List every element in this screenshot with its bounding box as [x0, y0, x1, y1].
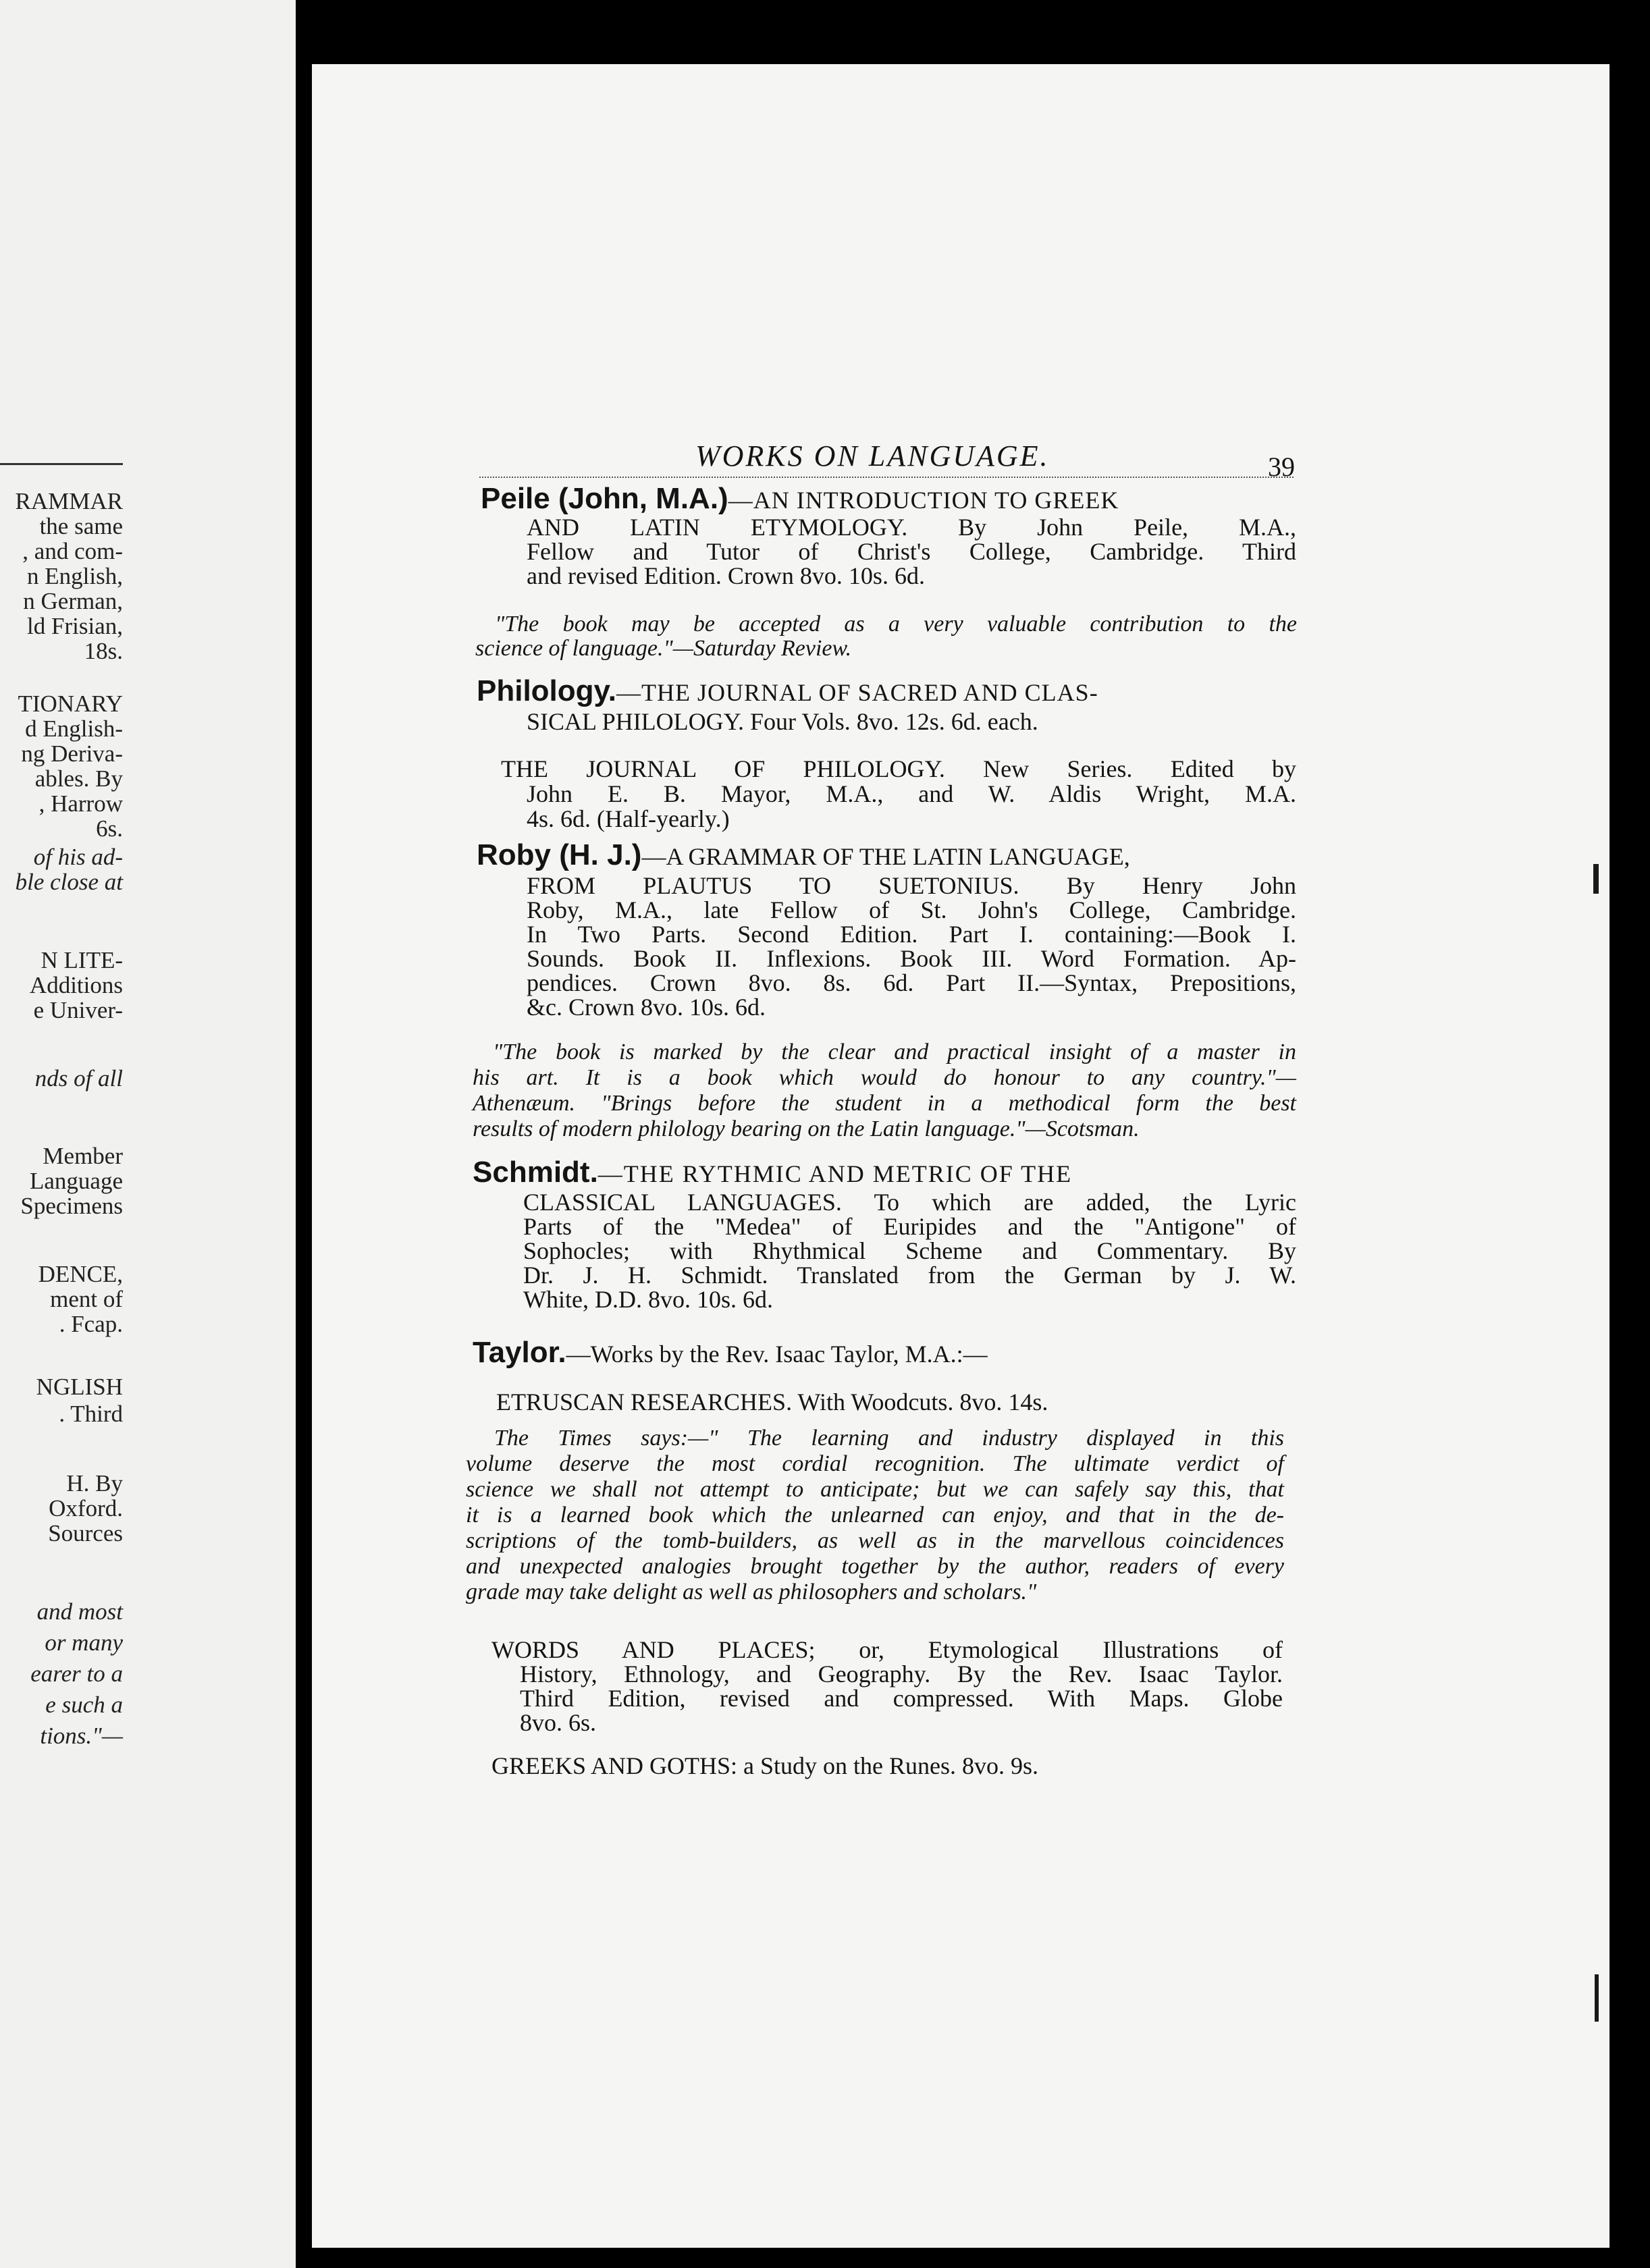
left-line: , Harrow — [38, 790, 123, 817]
entry-line: AND LATIN ETYMOLOGY. By John Peile, M.A., — [527, 514, 1296, 541]
entry-line: SICAL PHILOLOGY. Four Vols. 8vo. 12s. 6d. each. — [527, 708, 1038, 735]
left-line: N LITE- — [41, 947, 123, 973]
review-line: "The book is marked by the clear and practical insight of a master in — [493, 1040, 1296, 1064]
left-line: ld Frisian, — [27, 613, 123, 639]
entry-line: ETRUSCAN RESEARCHES. With Woodcuts. 8vo. 14s. — [496, 1388, 1048, 1415]
left-line: Specimens — [20, 1193, 123, 1219]
left-line: n German, — [23, 588, 123, 614]
entry-line: In Two Parts. Second Edition. Part I. containing:—Book I. — [527, 921, 1296, 948]
entry-line: pendices. Crown 8vo. 8s. 6d. Part II.—Syntax, Prepositions, — [527, 969, 1296, 996]
left-line: of his ad- — [33, 844, 123, 870]
entry-heading: Taylor. — [473, 1336, 566, 1369]
entry-line: WORDS AND PLACES; or, Etymological Illustrations of — [491, 1636, 1283, 1663]
left-line: Additions — [29, 972, 123, 998]
left-line: H. By — [66, 1470, 123, 1496]
left-line: NGLISH — [36, 1374, 123, 1400]
entry-heading: Schmidt. — [473, 1156, 598, 1189]
review-line: his art. It is a book which would do honour to any country."— — [473, 1065, 1296, 1090]
review-line: it is a learned book which the unlearned can enjoy, and that in the de- — [466, 1503, 1284, 1528]
entry-heading: Peile (John, M.A.) — [481, 482, 728, 515]
entry-line: 8vo. 6s. — [520, 1709, 597, 1736]
left-line: Member — [43, 1143, 123, 1169]
left-line: TIONARY — [18, 691, 123, 717]
left-line: ment of — [50, 1286, 123, 1312]
entry-line: Third Edition, revised and compressed. With Maps. Globe — [520, 1685, 1283, 1712]
review-line: science of language."—Saturday Review. — [475, 636, 852, 661]
left-line: 18s. — [84, 638, 123, 664]
entry-line: Sounds. Book II. Inflexions. Book III. Word Formation. Ap- — [527, 945, 1296, 972]
entry-heading: Philology. — [477, 674, 616, 707]
left-line: d English- — [25, 716, 123, 742]
left-line: . Fcap. — [59, 1311, 123, 1337]
left-line: . Third — [59, 1401, 123, 1427]
left-line: n English, — [27, 563, 123, 589]
entry-line: —A GRAMMAR OF THE LATIN LANGUAGE, — [641, 843, 1130, 870]
entry-line: GREEKS AND GOTHS: a Study on the Runes. 8vo. 9s. — [491, 1752, 1039, 1779]
review-line: scriptions of the tomb-builders, as well as in the marvellous coincidences — [466, 1528, 1284, 1553]
left-line: DENCE, — [38, 1261, 123, 1287]
entry-line: THE JOURNAL OF PHILOLOGY. New Series. Edited by — [501, 755, 1296, 782]
left-page-rule — [0, 463, 123, 465]
review-line: and unexpected analogies brought together by the author, readers of every — [466, 1554, 1284, 1579]
running-head: WORKS ON LANGUAGE. — [695, 439, 1050, 473]
review-line: Athenæum. "Brings before the student in a methodical form the best — [473, 1091, 1296, 1116]
entry-line: Roby, M.A., late Fellow of St. John's College, Cambridge. — [527, 896, 1296, 923]
entry-line: —THE RYTHMIC AND METRIC OF THE — [597, 1160, 1073, 1187]
entry-line: —THE JOURNAL OF SACRED AND CLAS- — [616, 679, 1098, 706]
left-page-fragment — [0, 0, 296, 2268]
entry-line: Dr. J. H. Schmidt. Translated from the German by J. W. — [523, 1262, 1296, 1289]
entry-line: —Works by the Rev. Isaac Taylor, M.A.:— — [566, 1341, 988, 1368]
left-line: ables. By — [34, 765, 123, 792]
left-line: the same — [39, 513, 123, 539]
left-line: RAMMAR — [15, 488, 123, 514]
entry-line: &c. Crown 8vo. 10s. 6d. — [527, 994, 766, 1021]
left-line: and most — [36, 1598, 123, 1625]
left-line: , and com- — [22, 538, 123, 564]
left-line: earer to a — [30, 1660, 123, 1687]
left-line: Language — [30, 1168, 123, 1194]
left-line: tions."— — [40, 1723, 123, 1749]
review-line: volume deserve the most cordial recognition. The ultimate verdict of — [466, 1451, 1284, 1476]
left-line: or many — [45, 1629, 123, 1656]
entry-line: CLASSICAL LANGUAGES. To which are added, the Lyric — [523, 1189, 1296, 1216]
scan-mark — [1593, 864, 1599, 894]
entry-heading: Roby (H. J.) — [477, 838, 642, 871]
left-line: Oxford. — [49, 1495, 123, 1521]
entry-line: FROM PLAUTUS TO SUETONIUS. By Henry John — [527, 872, 1296, 899]
entry-line: 4s. 6d. (Half-yearly.) — [527, 805, 730, 832]
scan-mark — [1595, 1974, 1599, 2022]
review-line: grade may take delight as well as philosophers and scholars." — [466, 1580, 1037, 1604]
left-line: 6s. — [96, 815, 123, 842]
entry-line: Fellow and Tutor of Christ's College, Cambridge. Third — [527, 538, 1296, 565]
entry-line: Sophocles; with Rhythmical Scheme and Commentary. By — [523, 1237, 1296, 1264]
review-line: science we shall not attempt to anticipate; but we can safely say this, that — [466, 1477, 1284, 1502]
left-line: e Univer- — [33, 997, 123, 1023]
entry-line: White, D.D. 8vo. 10s. 6d. — [523, 1286, 773, 1313]
left-line: ng Deriva- — [21, 740, 123, 767]
left-line: nds of all — [34, 1065, 123, 1091]
review-line: results of modern philology bearing on the Latin language."—Scotsman. — [473, 1116, 1140, 1141]
left-line: Sources — [48, 1520, 123, 1546]
entry-line: and revised Edition. Crown 8vo. 10s. 6d. — [527, 562, 925, 589]
entry-line: History, Ethnology, and Geography. By the Rev. Isaac Taylor. — [520, 1660, 1283, 1688]
left-line: e such a — [45, 1692, 123, 1718]
review-line: The Times says:—" The learning and industry displayed in this — [494, 1426, 1284, 1451]
entry-line: Parts of the "Medea" of Euripides and the "Antigone" of — [523, 1213, 1296, 1240]
header-rule — [479, 477, 1294, 478]
review-line: "The book may be accepted as a very valuable contribution to the — [495, 612, 1297, 637]
entry-line: —AN INTRODUCTION TO GREEK — [728, 487, 1119, 514]
left-line: ble close at — [15, 869, 123, 895]
page-number: 39 — [1268, 452, 1295, 482]
entry-line: John E. B. Mayor, M.A., and W. Aldis Wright, M.A. — [527, 780, 1296, 807]
